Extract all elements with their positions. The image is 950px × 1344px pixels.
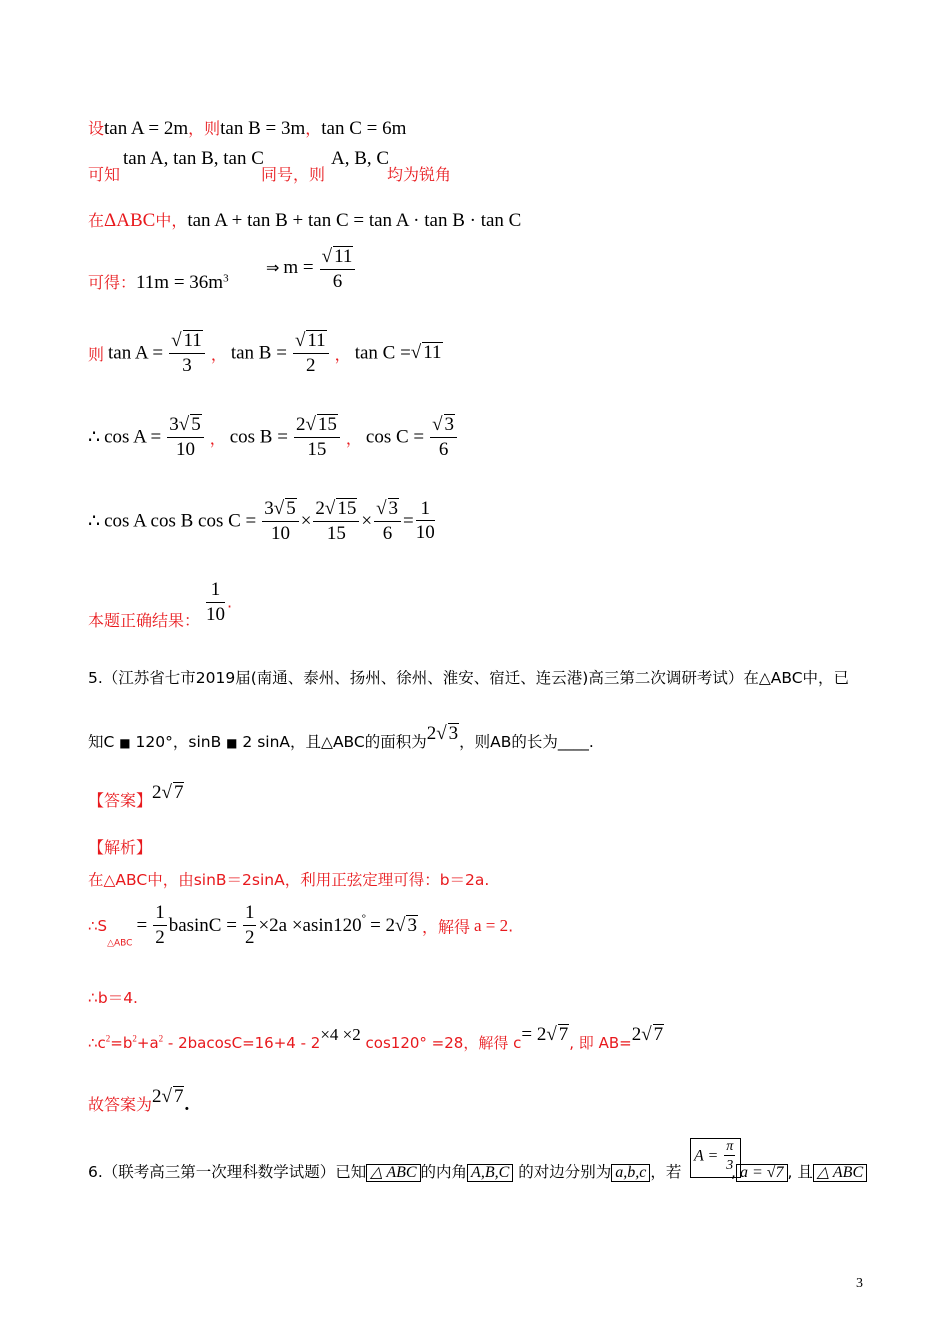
text: =b bbox=[110, 1034, 133, 1052]
text: ， bbox=[210, 344, 227, 364]
equals-value: = 2 bbox=[521, 1024, 547, 1045]
implies-arrow: ⇒ bbox=[266, 260, 280, 278]
radicand: 3 bbox=[407, 914, 417, 936]
numerator: π bbox=[724, 1139, 735, 1156]
question-6-line-1 bbox=[88, 1160, 681, 1182]
fraction bbox=[153, 903, 167, 949]
denominator: 6 bbox=[438, 438, 449, 460]
denominator: 6 bbox=[332, 270, 343, 292]
superscript: 2 bbox=[158, 1033, 164, 1044]
denominator: 3 bbox=[726, 1158, 734, 1174]
superscript: 2 bbox=[105, 1033, 111, 1044]
solution-line-1 bbox=[88, 116, 406, 140]
result-fraction bbox=[204, 580, 232, 626]
fraction: $\frac{√ 11}{3}$ bbox=[169, 330, 205, 377]
math-expr: A = bbox=[694, 1147, 719, 1165]
numerator: 1 bbox=[416, 499, 435, 522]
sqrt: 2√ 3 bbox=[426, 723, 459, 744]
question-6-line-1-tail bbox=[731, 1160, 867, 1182]
placeholder-box: ■ bbox=[119, 736, 131, 750]
denominator: 10 bbox=[415, 522, 435, 544]
math-image-box: a = √7 bbox=[736, 1164, 788, 1182]
math-expr: cos A cos B cos C = bbox=[104, 510, 257, 532]
solution-step-3: ∴b＝4. bbox=[88, 989, 138, 1007]
sqrt: 2√ 7 bbox=[631, 1024, 664, 1045]
math-expr: tan A, tan B, tan C bbox=[123, 148, 264, 169]
text: 设 bbox=[88, 119, 105, 138]
equals-value: = 2 bbox=[370, 914, 396, 936]
coefficient: 2 bbox=[426, 723, 437, 744]
question-5-line-1: 5.（江苏省七市2019届(南通、泰州、扬州、徐州、淮安、宿迁、连云港)高三第二次调研考试）在△ABC中，已 bbox=[88, 669, 850, 687]
question-5-line-2 bbox=[88, 723, 594, 753]
radicand: 7 bbox=[173, 1086, 184, 1107]
text: 均为锐角 bbox=[387, 165, 452, 184]
text: 6.（联考高三第一次理科数学试题）已知 bbox=[88, 1163, 367, 1181]
placeholder-box: ■ bbox=[226, 736, 238, 750]
math-expr: tan C = bbox=[354, 342, 411, 364]
math-expr: cos B = bbox=[229, 426, 288, 448]
math-expr: 11m = 36m bbox=[136, 272, 224, 293]
denominator: 10 bbox=[270, 522, 290, 544]
coefficient: 2 bbox=[295, 414, 306, 435]
radicand: 15 bbox=[337, 498, 357, 519]
times-symbol: × bbox=[361, 510, 373, 532]
therefore-symbol: ∴ bbox=[88, 426, 101, 448]
coefficient: 2 bbox=[152, 1086, 162, 1107]
math-expr: ΔABC bbox=[104, 210, 156, 231]
fraction bbox=[206, 580, 225, 626]
text: 的内角 bbox=[420, 1163, 468, 1181]
text: 在 bbox=[88, 211, 105, 230]
equals-symbol: = bbox=[136, 914, 148, 936]
radicand: 3 bbox=[388, 498, 399, 519]
text: . bbox=[508, 916, 514, 936]
fraction: $\frac{2√ 15}{15}$ bbox=[313, 498, 359, 545]
text: 则 bbox=[88, 344, 105, 364]
fraction bbox=[416, 499, 435, 545]
fraction: $\frac{√ 3}{6}$ bbox=[374, 498, 401, 545]
text: - 2bacosC=16+4 - 2 bbox=[163, 1034, 321, 1052]
radicand: 5 bbox=[191, 414, 201, 435]
result-label: 本题正确结果： bbox=[88, 611, 201, 630]
sqrt: 2√ 7 bbox=[152, 782, 184, 803]
math-expr: tan B = bbox=[230, 342, 287, 364]
text: ，若 bbox=[650, 1163, 682, 1181]
text: 知C bbox=[88, 733, 115, 751]
solution-step-4 bbox=[88, 1024, 664, 1054]
radicand: 11 bbox=[183, 330, 202, 351]
answer-line bbox=[88, 782, 184, 812]
math-expr: = 2√ 7 bbox=[521, 1024, 569, 1045]
fraction: $\frac{√ 3}{6}$ bbox=[430, 414, 457, 461]
text: ∴c bbox=[88, 1034, 106, 1052]
math-image-box: △ ABC bbox=[366, 1164, 420, 1182]
solution-line-5 bbox=[88, 330, 443, 377]
math-expr: tan A = bbox=[108, 342, 164, 364]
math-expr: ×4 ×2 bbox=[320, 1025, 361, 1044]
times-symbol: × bbox=[300, 510, 312, 532]
text: ，则 bbox=[188, 119, 221, 138]
text: 120°，sinB bbox=[130, 733, 222, 751]
math-expr: ×2a ×asin120 bbox=[258, 914, 362, 936]
denominator: 3 bbox=[182, 354, 192, 376]
math-expr: a = 2 bbox=[474, 915, 509, 935]
math-expr: tan B = 3m bbox=[220, 118, 306, 139]
superscript: 3 bbox=[223, 272, 229, 285]
text: cos120° =28，解得 c bbox=[360, 1034, 522, 1052]
math-expr: m = bbox=[283, 257, 314, 279]
denominator: 2 bbox=[244, 926, 255, 948]
solution-line-3 bbox=[88, 208, 521, 232]
fraction: $\frac{√ 11}{6}$ bbox=[320, 246, 356, 293]
math-expr: A, B, C bbox=[331, 148, 390, 169]
text: 可得： bbox=[88, 273, 137, 292]
sqrt: √ 11 bbox=[410, 342, 442, 364]
math-image-box: △ ABC bbox=[813, 1164, 867, 1182]
text: . bbox=[227, 592, 233, 612]
math-expr: tan A = 2m bbox=[104, 118, 189, 139]
page-number: 3 bbox=[856, 1276, 863, 1291]
text: ， bbox=[345, 428, 362, 448]
text: ，则AB的长为____. bbox=[459, 733, 594, 751]
text: 的对边分别为 bbox=[513, 1163, 612, 1181]
solution-line-7 bbox=[88, 498, 437, 545]
text: , bbox=[731, 1163, 736, 1181]
final-answer-line bbox=[88, 1086, 190, 1116]
radicand: 11 bbox=[334, 246, 353, 267]
coefficient: 3 bbox=[169, 414, 179, 435]
numerator: 1 bbox=[206, 580, 225, 603]
radicand: 11 bbox=[423, 342, 442, 364]
solution-step-1: 在△ABC中，由sinB＝2sinA，利用正弦定理可得：b＝2a. bbox=[88, 871, 490, 889]
math-expr bbox=[266, 246, 357, 293]
denominator: 10 bbox=[175, 438, 195, 460]
solution-step-2 bbox=[88, 903, 513, 949]
math-expr: tan A + tan B + tan C = tan A · tan B · tan C bbox=[187, 210, 522, 231]
sqrt: 2√ 7 bbox=[152, 1086, 184, 1107]
radicand: 15 bbox=[317, 414, 337, 435]
fraction: $\frac{3√ 5}{10}$ bbox=[262, 498, 298, 545]
fraction: $\frac{√ 11}{2}$ bbox=[293, 330, 329, 377]
equals-symbol: = bbox=[403, 510, 414, 532]
solution-line-4 bbox=[88, 270, 229, 294]
text: +a bbox=[136, 1034, 159, 1052]
denominator: 2 bbox=[306, 354, 316, 376]
denominator: 15 bbox=[307, 438, 327, 460]
radicand: 11 bbox=[307, 330, 326, 351]
coefficient: 2 bbox=[152, 782, 162, 803]
text: 2 sinA，且△ABC的面积为 bbox=[237, 733, 427, 751]
fraction: $\frac{3√ 5}{10}$ bbox=[167, 414, 203, 461]
therefore-symbol: ∴ bbox=[88, 510, 101, 532]
math-expr: cos C = bbox=[365, 426, 425, 448]
subscript: △ABC bbox=[107, 938, 133, 949]
denominator: 2 bbox=[155, 926, 165, 948]
radicand: 3 bbox=[444, 414, 455, 435]
radicand: 7 bbox=[173, 782, 184, 803]
numerator: 1 bbox=[153, 903, 167, 926]
radicand: 7 bbox=[558, 1024, 569, 1045]
text: ∴S bbox=[88, 916, 108, 935]
coefficient: 2 bbox=[315, 498, 325, 519]
math-expr: basinC = bbox=[168, 914, 237, 936]
denominator: 15 bbox=[326, 522, 346, 544]
text: 可知 bbox=[88, 165, 121, 184]
solution-line-2 bbox=[88, 162, 120, 185]
math-image-box: a,b,c bbox=[611, 1164, 650, 1182]
analysis-label: 【解析】 bbox=[88, 838, 153, 857]
math-expr: cos A = bbox=[104, 426, 162, 448]
text: ，解得 bbox=[421, 917, 470, 937]
text: ， bbox=[209, 428, 226, 448]
numerator: 1 bbox=[243, 903, 257, 926]
math-expr: tan C = 6m bbox=[321, 118, 407, 139]
solution-line-6 bbox=[88, 414, 459, 461]
radicand: 7 bbox=[653, 1024, 664, 1045]
denominator: 6 bbox=[382, 522, 393, 544]
text: , 即 AB= bbox=[569, 1034, 632, 1052]
text: 中， bbox=[155, 211, 188, 230]
text: 故答案为 bbox=[88, 1095, 153, 1114]
fraction bbox=[243, 903, 257, 949]
fraction: $\frac{2√ 15}{15}$ bbox=[294, 414, 340, 461]
text: , 且 bbox=[787, 1163, 813, 1181]
answer-label: 【答案】 bbox=[88, 791, 153, 810]
denominator: 10 bbox=[206, 603, 225, 625]
text: ， bbox=[334, 344, 351, 364]
superscript: 2 bbox=[132, 1033, 137, 1044]
radicand: 3 bbox=[448, 723, 459, 744]
math-image-box: A,B,C bbox=[467, 1164, 513, 1182]
text: 同号，则 bbox=[261, 165, 326, 184]
degree: ° bbox=[361, 912, 367, 925]
text: . bbox=[184, 1094, 190, 1115]
coefficient: 2 bbox=[631, 1024, 642, 1045]
radicand: 5 bbox=[286, 498, 296, 519]
math-expr: = 2√ 3 bbox=[370, 914, 417, 936]
coefficient: 3 bbox=[264, 498, 274, 519]
text: ， bbox=[305, 119, 322, 138]
